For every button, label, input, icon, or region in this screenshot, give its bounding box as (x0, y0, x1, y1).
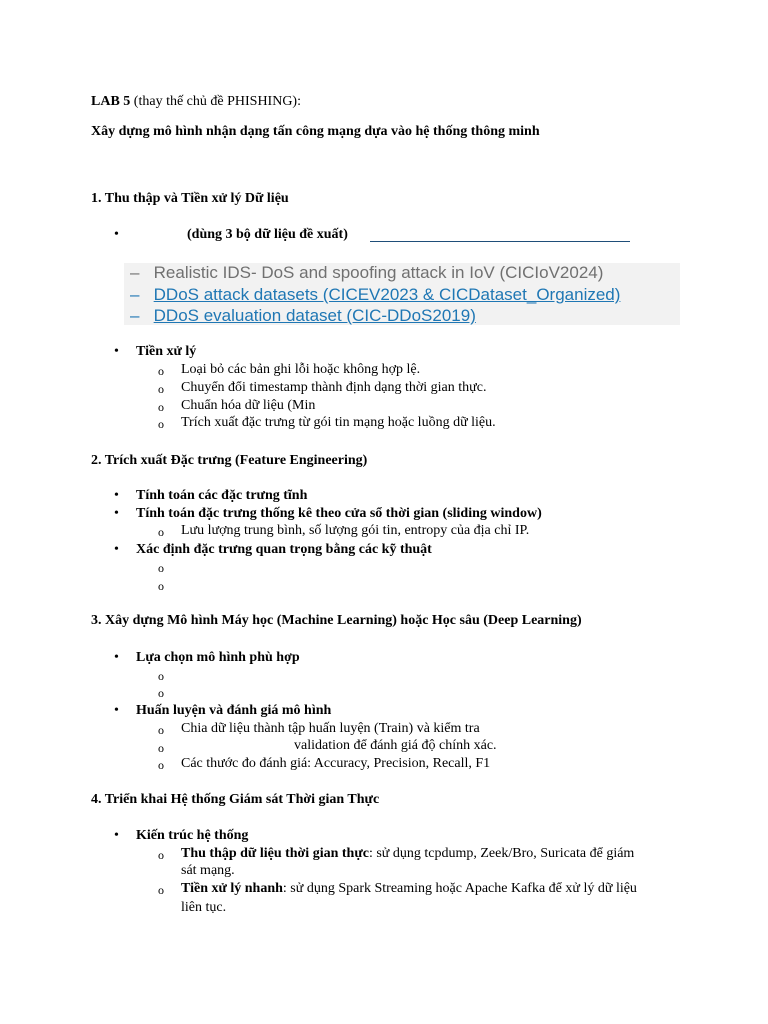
circle-bullet-icon: o (158, 723, 164, 737)
circle-bullet-icon: o (158, 561, 164, 575)
list-item: Trích xuất đặc trưng từ gói tin mạng hoặc luồng dữ liệu. (181, 415, 496, 430)
circle-bullet-icon: o (158, 400, 164, 414)
dataset-item: – Realistic IDS- DoS and spoofing attack in IoV (CICIoV2024) (130, 263, 604, 282)
circle-bullet-icon: o (158, 741, 164, 755)
circle-bullet-icon: o (158, 525, 164, 539)
lab-heading (91, 94, 301, 110)
list-item: Chuyển đổi timestamp thành định dạng thời gian thực. (181, 380, 487, 395)
section3-heading: 3. Xây dựng Mô hình Máy học (Machine Learning) hoặc Học sâu (Deep Learning) (91, 613, 582, 628)
circle-bullet-icon: o (158, 758, 164, 772)
bullet-icon: • (114, 488, 119, 503)
bullet-icon: • (114, 828, 119, 843)
bullet-icon: • (114, 650, 119, 665)
underline-blank (370, 241, 630, 242)
page-title: Xây dựng mô hình nhận dạng tấn công mạng dựa vào hệ thống thông minh (91, 124, 540, 139)
bullet-icon: • (114, 506, 119, 521)
circle-bullet-icon: o (158, 382, 164, 396)
list-item: Tính toán các đặc trưng tĩnh (136, 488, 308, 503)
section1-heading: 1. Thu thập và Tiền xử lý Dữ liệu (91, 191, 289, 206)
circle-bullet-icon: o (158, 579, 164, 593)
list-item: Các thước đo đánh giá: Accuracy, Precision, Recall, F1 (181, 756, 491, 771)
list-item: Xác định đặc trưng quan trọng bằng các kỹ thuật (136, 542, 432, 557)
section4-heading: 4. Triển khai Hệ thống Giám sát Thời gian Thực (91, 792, 380, 807)
lab-note: (thay thế chủ đề PHISHING): (130, 94, 301, 109)
list-item-continuation: sát mạng. (181, 863, 235, 878)
list-item: Lựa chọn mô hình phù hợp (136, 650, 300, 665)
circle-bullet-icon: o (158, 364, 164, 378)
dataset-text: Realistic IDS- DoS and spoofing attack in IoV (CICIoV2024) (153, 263, 604, 282)
dataset-link[interactable]: DDoS evaluation dataset (CIC-DDoS2019) (153, 306, 476, 325)
list-item: Kiến trúc hệ thống (136, 828, 249, 843)
list-item: Tiền xử lý nhanh: sử dụng Spark Streaming hoặc Apache Kafka để xử lý dữ liệu (181, 881, 637, 896)
bullet-icon: • (114, 542, 119, 557)
bullet-icon: • (114, 344, 119, 359)
list-item: Lưu lượng trung bình, số lượng gói tin, entropy của địa chỉ IP. (181, 523, 530, 538)
datasets-intro: (dùng 3 bộ dữ liệu đề xuất) (187, 227, 348, 242)
circle-bullet-icon: o (158, 883, 164, 897)
list-item: Chia dữ liệu thành tập huấn luyện (Train) và kiểm tra (181, 721, 480, 736)
dataset-link[interactable]: DDoS attack datasets (CICEV2023 & CICDataset_Organized) (153, 285, 621, 304)
list-item: Huấn luyện và đánh giá mô hình (136, 703, 332, 718)
circle-bullet-icon: o (158, 417, 164, 431)
section2-heading: 2. Trích xuất Đặc trưng (Feature Engineering) (91, 453, 368, 468)
list-item: validation để đánh giá độ chính xác. (294, 738, 497, 753)
circle-bullet-icon: o (158, 669, 164, 683)
list-item: Loại bỏ các bản ghi lỗi hoặc không hợp lệ. (181, 362, 421, 377)
circle-bullet-icon: o (158, 848, 164, 862)
circle-bullet-icon: o (158, 686, 164, 700)
dataset-item: – DDoS attack datasets (CICEV2023 & CICDataset_Organized) (130, 285, 621, 304)
lab-label: LAB 5 (91, 94, 131, 109)
list-item: Tính toán đặc trưng thống kê theo cửa sổ thời gian (sliding window) (136, 506, 542, 521)
list-item: Chuẩn hóa dữ liệu (Min (181, 398, 316, 413)
bullet-icon: • (114, 703, 119, 718)
dataset-item: – DDoS evaluation dataset (CIC-DDoS2019) (130, 306, 476, 325)
bullet-icon: • (114, 227, 119, 242)
list-item-continuation: liên tục. (181, 900, 227, 915)
list-item: Thu thập dữ liệu thời gian thực: sử dụng tcpdump, Zeek/Bro, Suricata để giám (181, 846, 635, 861)
preprocess-label: Tiền xử lý (136, 344, 197, 359)
